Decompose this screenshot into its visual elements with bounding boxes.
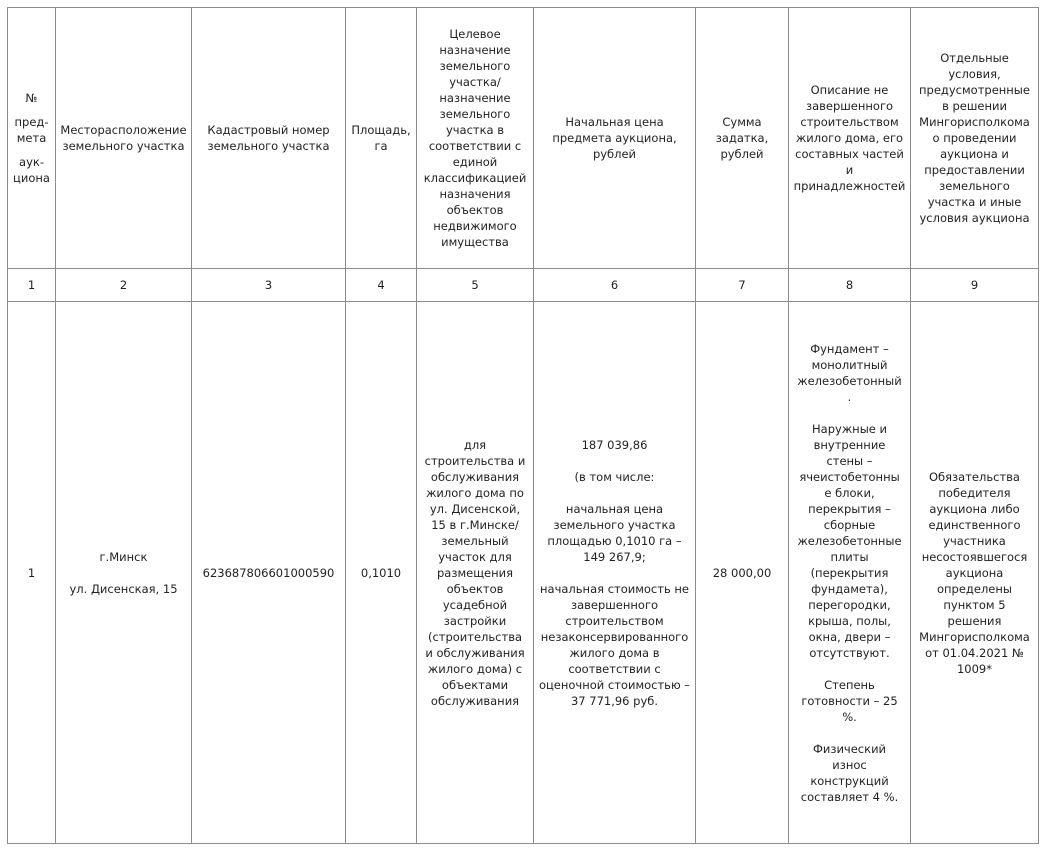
header-price: Начальная цена предмета аукциона, рублей (534, 8, 696, 269)
description-cell (789, 302, 911, 844)
column-numbers-row (8, 269, 1039, 302)
description-walls: Наружные и внутренние стены – ячеистобетонные блоки, перекрытия – сборные железобетонные плиты (перекрытия фундамета), перегородки, крыша, полы, окна, двери – отсутствуют. (797, 421, 902, 660)
header-location: Месторасположение земельного участка (56, 8, 192, 269)
location-street: ул. Дисенская, 15 (69, 581, 178, 596)
auction-table (7, 7, 1039, 844)
conditions: Обязательства победителя аукциона либо единственного участника несостоявшегося аукциона определены пунктом 5 решения Мингорисполкома от 01.04.2021 № 1009* (911, 302, 1039, 844)
table-row (8, 302, 1039, 844)
header-row (8, 8, 1039, 269)
header-purpose: Целевое назначение земельного участка/ назначение земельного участка в соответствии с единой классификацией назначения объектов недвижимого имущества (417, 8, 534, 269)
purpose: для строительства и обслуживания жилого дома по ул. Дисенской, 15 в г.Минске/ земельный участок для размещения объектов усадебной застройки (строительства и обслуживания жилого дома) с объектами обслуживания (417, 302, 534, 844)
header-lot-line: пред- (14, 115, 49, 129)
column-number: 5 (417, 269, 534, 302)
area: 0,1010 (346, 302, 417, 844)
price-total: 187 039,86 (581, 437, 648, 452)
column-number: 7 (696, 269, 789, 302)
deposit: 28 000,00 (696, 302, 789, 844)
price-including: (в том числе: (574, 469, 655, 484)
column-number: 4 (346, 269, 417, 302)
header-lot-line: аук- (19, 155, 44, 169)
price-cell (534, 302, 696, 844)
location-city: г.Минск (99, 549, 148, 564)
price-land: начальная цена земельного участка площадью 0,1010 га – 149 267,9; (547, 501, 682, 564)
header-lot-number (8, 8, 56, 269)
header-lot-line: № (25, 91, 38, 105)
column-number: 3 (192, 269, 346, 302)
price-building: начальная стоимость не завершенного строительством незаконсервированного жилого дома в соответствии с оценочной стоимостью – 37 771,96 руб. (538, 581, 691, 708)
column-number: 6 (534, 269, 696, 302)
header-lot-line: мета (16, 131, 47, 145)
lot-number: 1 (8, 302, 56, 844)
description-readiness: Степень готовности – 25 %. (801, 677, 898, 724)
header-description: Описание не завершенного строительством жилого дома, его составных частей и принадлежностей (789, 8, 911, 269)
column-number: 8 (789, 269, 911, 302)
description-wear: Физический износ конструкций составляет 4 %. (800, 741, 899, 804)
header-area: Площадь, га (346, 8, 417, 269)
description-foundation: Фундамент – монолитный железобетонный. (797, 341, 902, 404)
header-lot-line: циона (13, 171, 50, 185)
header-conditions: Отдельные условия, предусмотренные в решении Мингорисполкома о проведении аукциона и предоставлении земельного участка и иные условия аукциона (911, 8, 1039, 269)
header-deposit: Сумма задатка, рублей (696, 8, 789, 269)
column-number: 2 (56, 269, 192, 302)
location-cell (56, 302, 192, 844)
cadastral-number: 623687806601000590 (192, 302, 346, 844)
header-cadastral-number: Кадастровый номер земельного участка (192, 8, 346, 269)
column-number: 1 (8, 269, 56, 302)
column-number: 9 (911, 269, 1039, 302)
